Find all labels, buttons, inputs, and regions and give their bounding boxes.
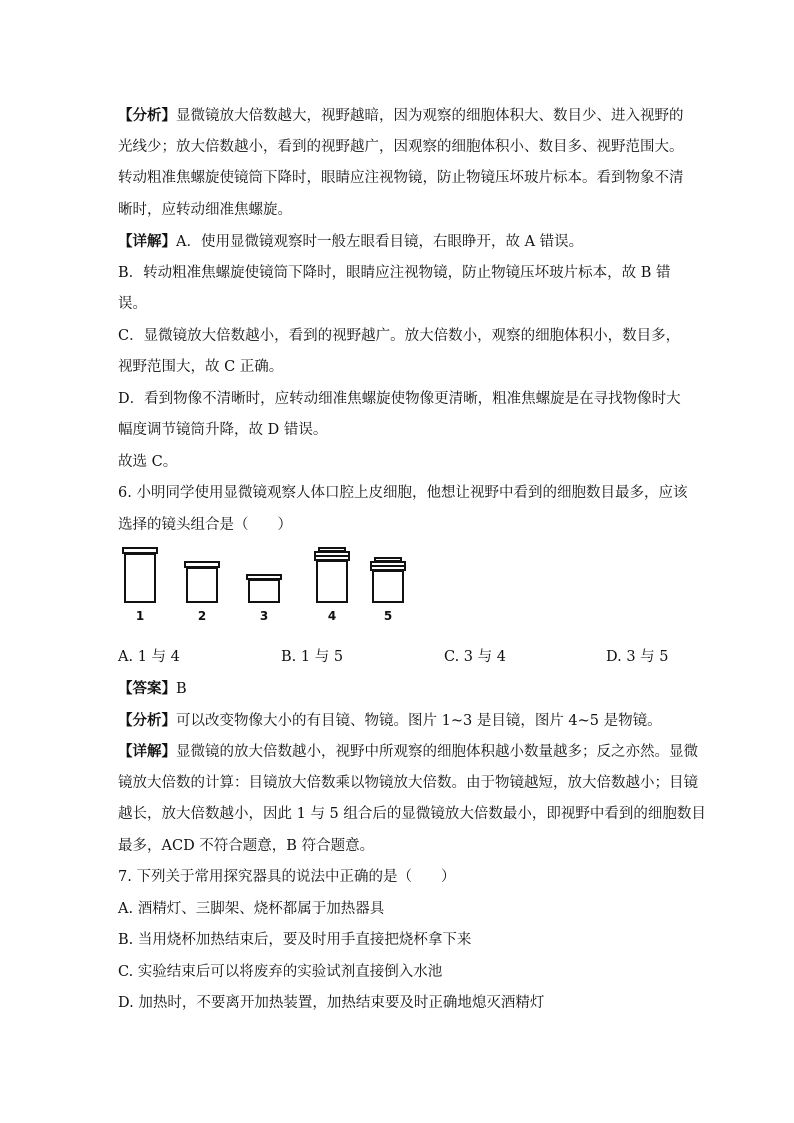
q5-detail-line: B．转动粗准焦螺旋使镜筒下降时，眼睛应注视物镜，防止物镜压坏玻片标本，故 B 错 xyxy=(118,264,671,281)
q6-option-d[interactable]: D. 3 与 5 xyxy=(606,649,669,665)
q5-conclusion: 故选 C。 xyxy=(118,453,178,470)
q7-option-a[interactable]: A. 酒精灯、三脚架、烧杯都属于加热器具 xyxy=(118,900,385,917)
q6-detail-line: 镜放大倍数的计算：目镜放大倍数乘以物镜放大倍数。由于物镜越短，放大倍数越小；目镜 xyxy=(118,774,698,791)
q5-detail-line: C．显微镜放大倍数越小，看到的视野越广。放大倍数小，观察的细胞体积小，数目多， xyxy=(118,327,681,344)
q7-option-b[interactable]: B. 当用烧杯加热结束后，要及时用手直接把烧杯拿下来 xyxy=(118,932,472,948)
q6-detail-line: 越长，放大倍数越小，因此 1 与 5 组合后的显微镜放大倍数最小，即视野中看到的细胞数目 xyxy=(118,806,706,822)
analysis-tag: 【分析】 xyxy=(118,107,176,124)
q6-option-a[interactable]: A. 1 与 4 xyxy=(118,649,180,665)
q7-option-c[interactable]: C. 实验结束后可以将废弃的实验试剂直接倒入水池 xyxy=(118,963,443,980)
q6-detail-line: 【详解】显微镜的放大倍数越小，视野中所观察的细胞体积越小数量越多；反之亦然。显微 xyxy=(118,743,698,760)
q5-detail-line: 【详解】A．使用显微镜观察时一般左眼看目镜，右眼睁开，故 A 错误。 xyxy=(118,233,584,250)
lens-figure xyxy=(118,547,678,633)
q6-stem: 选择的镜头组合是（ ） xyxy=(118,516,292,533)
q5-detail-line: 视野范围大，故 C 正确。 xyxy=(118,359,284,375)
q6-analysis: 【分析】可以改变物像大小的有目镜、物镜。图片 1~3 是目镜，图片 4~5 是物镜。 xyxy=(118,711,662,729)
lens-label-4: 4 xyxy=(327,609,337,623)
q5-analysis-line: 晰时，应转动细准焦螺旋。 xyxy=(118,201,292,218)
q6-answer: 【答案】B xyxy=(118,680,187,697)
detail-tag: 【详解】 xyxy=(118,233,176,250)
q5-analysis-line: 转动粗准焦螺旋使镜筒下降时，眼睛应注视物镜，防止物镜压坏玻片标本。看到物象不清 xyxy=(118,170,684,186)
q7-stem: 7. 下列关于常用探究器具的说法中正确的是（ ） xyxy=(118,869,456,885)
q6-options xyxy=(118,641,678,673)
q7-option-d[interactable]: D. 加热时，不要离开加热装置，加热结束要及时正确地熄灭酒精灯 xyxy=(118,995,545,1011)
q6-option-c[interactable]: C. 3 与 4 xyxy=(444,649,506,665)
lens-label-1: 1 xyxy=(135,609,145,623)
lens-label-3: 3 xyxy=(259,609,269,623)
q5-analysis-line: 光线少；放大倍数越小，看到的视野越广，因观察的细胞体积小、数目多、视野范围大。 xyxy=(118,138,684,155)
q6-detail-line: 最多，ACD 不符合题意，B 符合题意。 xyxy=(118,837,375,854)
q6-stem: 6. 小明同学使用显微镜观察人体口腔上皮细胞，他想让视野中看到的细胞数目最多，应该 xyxy=(118,485,688,501)
q5-detail-line: 幅度调节镜筒升降，故 D 错误。 xyxy=(118,422,328,438)
lens-label-5: 5 xyxy=(383,609,393,623)
document-content xyxy=(118,100,706,1020)
answer-tag: 【答案】 xyxy=(118,680,176,697)
analysis-tag: 【分析】 xyxy=(118,711,176,729)
q5-detail-line: D．看到物像不清晰时，应转动细准焦螺旋使物像更清晰，粗准焦螺旋是在寻找物像时大 xyxy=(118,390,681,407)
lens-label-2: 2 xyxy=(197,609,207,623)
q6-option-b[interactable]: B. 1 与 5 xyxy=(281,649,344,665)
q5-analysis-line: 【分析】显微镜放大倍数越大，视野越暗，因为观察的细胞体积大、数目少、进入视野的 xyxy=(118,107,684,124)
q5-detail-line: 误。 xyxy=(118,296,147,312)
detail-tag: 【详解】 xyxy=(118,743,176,760)
